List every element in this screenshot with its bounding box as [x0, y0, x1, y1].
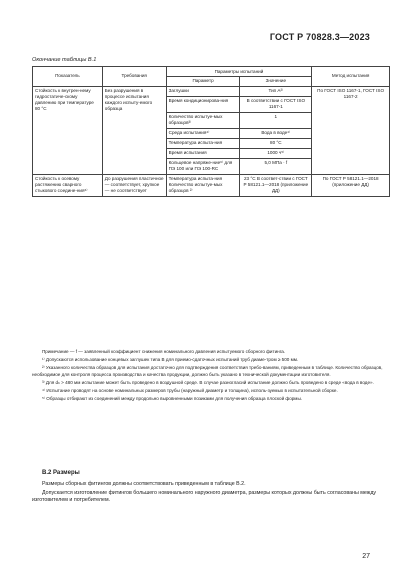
cell-indicator: Стойкость к внутрен-нему гидростатиче-скому давлению при температуре 80 °С: [33, 86, 103, 174]
table-row: [33, 174, 390, 196]
cell-value: Тип А²⁾: [240, 86, 312, 96]
cell-param: Температура испыта-ния: [166, 138, 240, 148]
header-test-params: Параметры испытаний: [166, 67, 312, 77]
requirements-table: [32, 66, 390, 197]
table-row: [33, 86, 390, 96]
footnote: ³⁾ Для dₙ > 480 мм испытание может быть проведено в воздушной среде. В случае разногласий испытание должно быть проведено в среде «вода в воде».: [42, 379, 374, 385]
footnote: ⁴⁾ Испытание проводят на основе номинальных размеров трубы (наружный диаметр и толщина), исполь-зуемых в испытательной сборке.: [42, 387, 338, 393]
table-notes: [32, 349, 390, 404]
header-indicator: Показатель: [33, 67, 103, 87]
cell-param: Кольцевое напряже-ние⁶⁾ для ПЭ 100 или ПЭ 100-RC: [166, 158, 240, 174]
cell-indicator: Стойкость к осевому растяжению сварного стыкового соедине-ния⁶⁾: [33, 174, 103, 196]
cell-value: 1: [240, 112, 312, 128]
cell-param: Время испытания: [166, 148, 240, 158]
cell-param: Количество испытуе-мых образцов³⁾: [166, 112, 240, 128]
note: Примечание — f — заявленный коэффициент снижения номинального давления испытуемого сборного фитинга.: [42, 349, 286, 354]
cell-value: 80 °С: [240, 138, 312, 148]
cell-requirement: До разрушения пластичное — соответствует, хрупкое — не соответствует: [102, 174, 166, 196]
section-body: [32, 481, 390, 506]
footnote: ²⁾ Указанного количества образцов для испытания достаточно для подтверждения соответствия требо-ваниям, приведенным в таблице. Количество образцов, необходимое для контроля процесса производства и качества продукции, должно быть указано в технической документации изготовителя.: [32, 365, 383, 377]
footnote: ⁵⁾ Образцы отбирают из соединений между продольно выровненными позиками для получения образца плоской формы.: [42, 395, 303, 401]
header-requirements: Требования: [102, 67, 166, 87]
footnote: ¹⁾ Допускаются использование концевых заглушек типа В для приемо-сдаточных испытаний труб диаме-тром ≥ 500 мм.: [42, 357, 299, 363]
cell-value: 1000 ч⁵⁾: [240, 148, 312, 158]
table-continuation-title: Окончание таблицы В.1: [32, 57, 97, 63]
cell-value: 23 °С В соответ-ствии с ГОСТ Р 58121.1—2018 (приложение ДД): [240, 174, 312, 196]
cell-param: Время кондиционирова-ния: [166, 96, 240, 112]
section-heading: В.2 Размеры: [42, 470, 80, 476]
header-method: Метод испытания: [312, 67, 390, 87]
header-value: Значение: [240, 76, 312, 86]
table-header-row: [33, 67, 390, 77]
cell-requirement: Без разрушения в процессе испытания каждого испыту-емого образца: [102, 86, 166, 174]
cell-method: По ГОСТ ISO 1167-1, ГОСТ ISO 1167-2: [312, 86, 390, 174]
cell-value: В соответствии с ГОСТ ISO 1167-1: [240, 96, 312, 112]
standard-code: ГОСТ Р 70828.3—2023: [269, 32, 370, 42]
paragraph: Размеры сборных фитингов должны соответствовать приведенным в таблице В.2.: [42, 481, 246, 487]
paragraph: Допускается изготовление фитингов большего номинального наружного диаметра, размеры которых должны быть согласованы между изготовителем и потребителем.: [32, 489, 377, 504]
cell-param: Среда испытания⁴⁾: [166, 128, 240, 138]
cell-value: Вода в воде⁴⁾: [240, 128, 312, 138]
cell-param: Заглушки: [166, 86, 240, 96]
cell-method: По ГОСТ Р 58121.1—2018 (приложение ДД): [312, 174, 390, 196]
cell-param: Температура испыта-ния Количество испытуе-мых образцов ²⁾: [166, 174, 240, 196]
cell-value: 5,0 МПа · f: [240, 158, 312, 174]
header-parameter: Параметр: [166, 76, 240, 86]
page-number: 27: [362, 553, 370, 560]
